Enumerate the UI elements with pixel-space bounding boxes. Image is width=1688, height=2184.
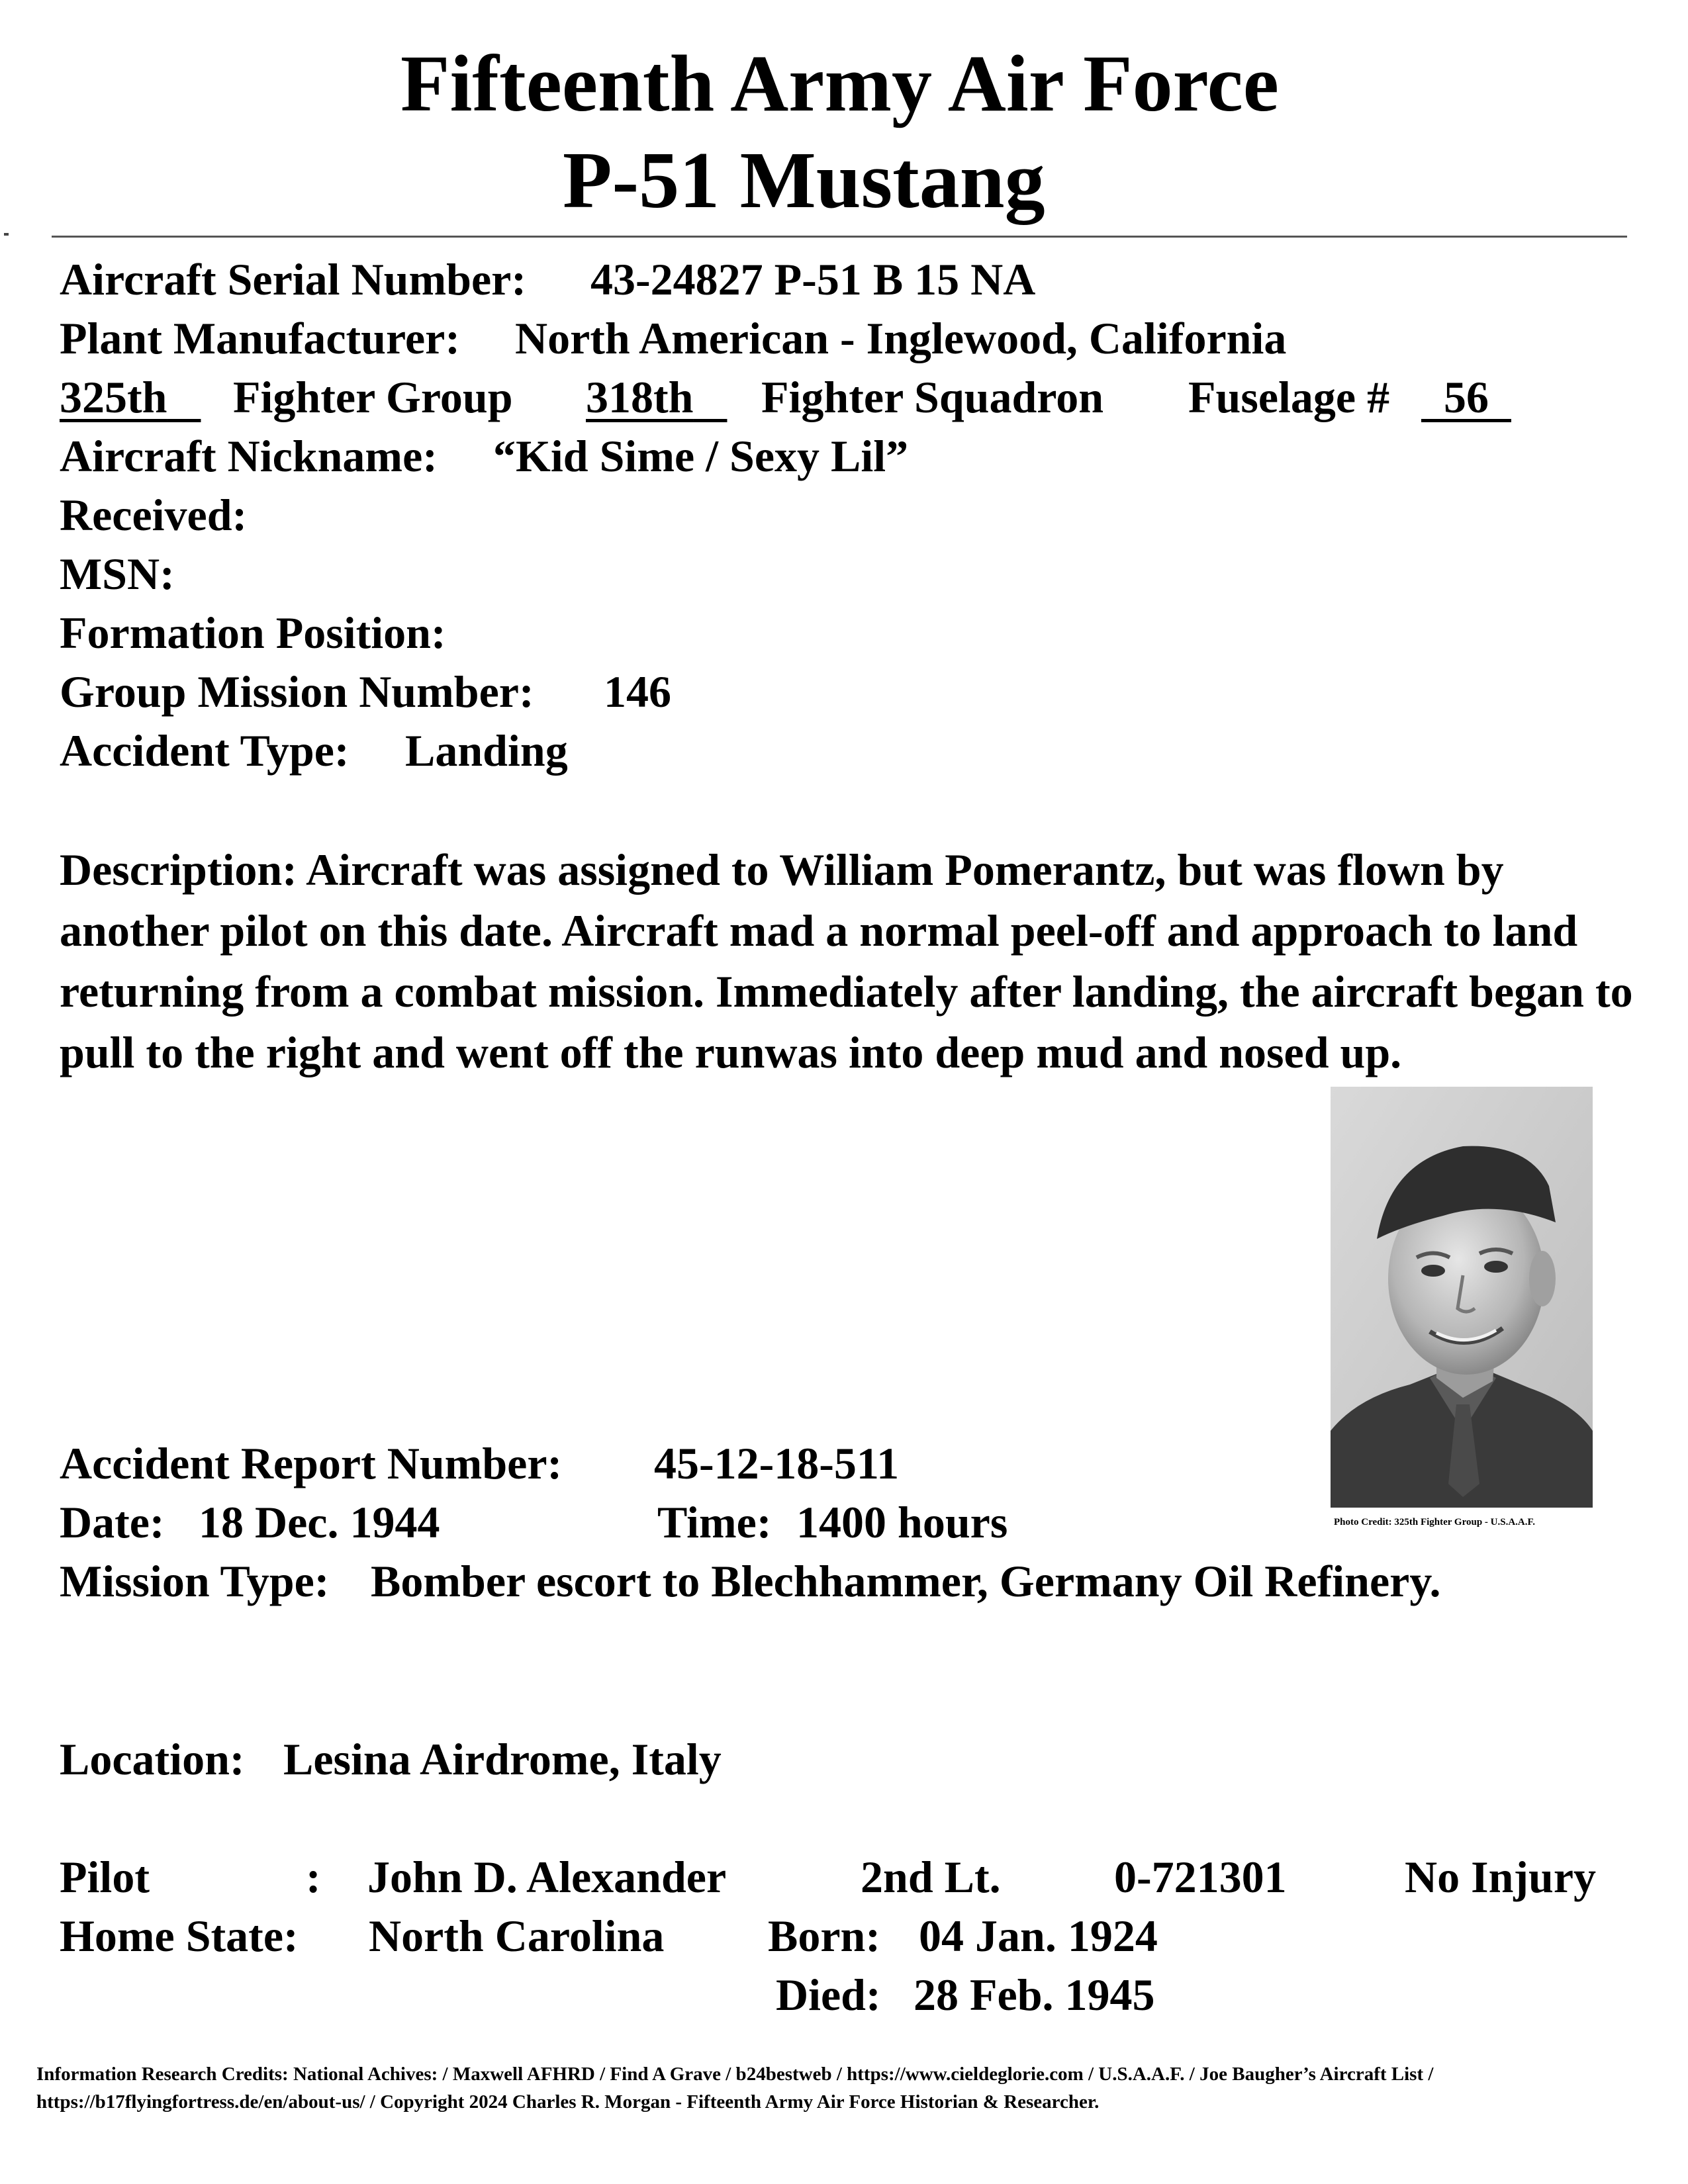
research-credits-line1: Information Research Credits: National Achives: / Maxwell AFHRD / Find A Grave / b24bestweb / https://www.cieldeglorie.com / U.S.A.A.F. / Joe Baugher’s Aircraft List /	[36, 2064, 1434, 2085]
time-value: 1400 hours	[796, 1497, 1008, 1547]
report-number-label: Accident Report Number:	[60, 1438, 563, 1488]
fuselage-value: 56	[1444, 372, 1489, 422]
header-divider	[52, 236, 1627, 238]
pilot-serial: 0-721301	[1114, 1852, 1287, 1902]
died-label: Died:	[776, 1970, 881, 2020]
died-value: 28 Feb. 1945	[914, 1970, 1155, 2020]
fighter-squadron-label: Fighter Squadron	[761, 372, 1104, 422]
pilot-name: John D. Alexander	[367, 1852, 727, 1902]
born-label: Born:	[768, 1911, 880, 1961]
pilot-photo	[1331, 1087, 1593, 1508]
location-label: Location:	[60, 1734, 245, 1784]
pilot-colon: :	[306, 1852, 321, 1902]
born-value: 04 Jan. 1924	[919, 1911, 1158, 1961]
date-label: Date:	[60, 1497, 165, 1547]
date-value: 18 Dec. 1944	[199, 1497, 440, 1547]
serial-value: 43-24827 P-51 B 15 NA	[590, 254, 1036, 304]
page-title: Fifteenth Army Air Force	[400, 39, 1279, 128]
accident-type-label: Accident Type:	[60, 725, 350, 776]
description-text: Aircraft was assigned to William Pomerantz, but was flown by another pilot on this date. Aircraft mad a normal peel-off and approach to land returning from a combat mission. Immediately after landing, the aircraft began to pull to the right and went off the runwas into deep mud and nosed up.	[60, 844, 1633, 1077]
report-number-value: 45-12-18-511	[654, 1438, 900, 1488]
fighter-group-value: 325th	[60, 372, 167, 422]
group-mission-value: 146	[604, 666, 671, 717]
aircraft-type-title: P-51 Mustang	[563, 136, 1045, 225]
home-state-value: North Carolina	[369, 1911, 665, 1961]
msn-label: MSN:	[60, 549, 175, 599]
time-label: Time:	[657, 1497, 772, 1547]
description-paragraph	[60, 839, 1662, 1083]
received-label: Received:	[60, 490, 248, 540]
pilot-status: No Injury	[1405, 1852, 1597, 1902]
fighter-group-label: Fighter Group	[233, 372, 513, 422]
photo-credit: Photo Credit: 325th Fighter Group - U.S.A.A.F.	[1334, 1517, 1536, 1527]
mission-type-value: Bomber escort to Blechhammer, Germany Oil Refinery.	[371, 1556, 1441, 1606]
serial-label: Aircraft Serial Number:	[60, 254, 526, 304]
description-label: Description:	[60, 844, 297, 895]
fuselage-label: Fuselage #	[1188, 372, 1390, 422]
manufacturer-label: Plant Manufacturer:	[60, 313, 460, 363]
margin-mark	[4, 233, 9, 236]
pilot-label: Pilot	[60, 1852, 150, 1902]
pilot-rank: 2nd Lt.	[861, 1852, 1001, 1902]
home-state-label: Home State:	[60, 1911, 299, 1961]
manufacturer-value: North American - Inglewood, California	[515, 313, 1287, 363]
research-credits-line2: https://b17flyingfortress.de/en/about-us/ / Copyright 2024 Charles R. Morgan - Fifteenth Army Air Force Historian & Researcher.	[36, 2091, 1100, 2113]
mission-type-label: Mission Type:	[60, 1556, 330, 1606]
formation-position-label: Formation Position:	[60, 608, 446, 658]
group-mission-label: Group Mission Number:	[60, 666, 534, 717]
accident-type-value: Landing	[405, 725, 568, 776]
location-value: Lesina Airdrome, Italy	[283, 1734, 722, 1784]
fighter-squadron-value: 318th	[586, 372, 694, 422]
nickname-label: Aircraft Nickname:	[60, 431, 438, 481]
nickname-value: “Kid Sime / Sexy Lil”	[493, 431, 909, 481]
